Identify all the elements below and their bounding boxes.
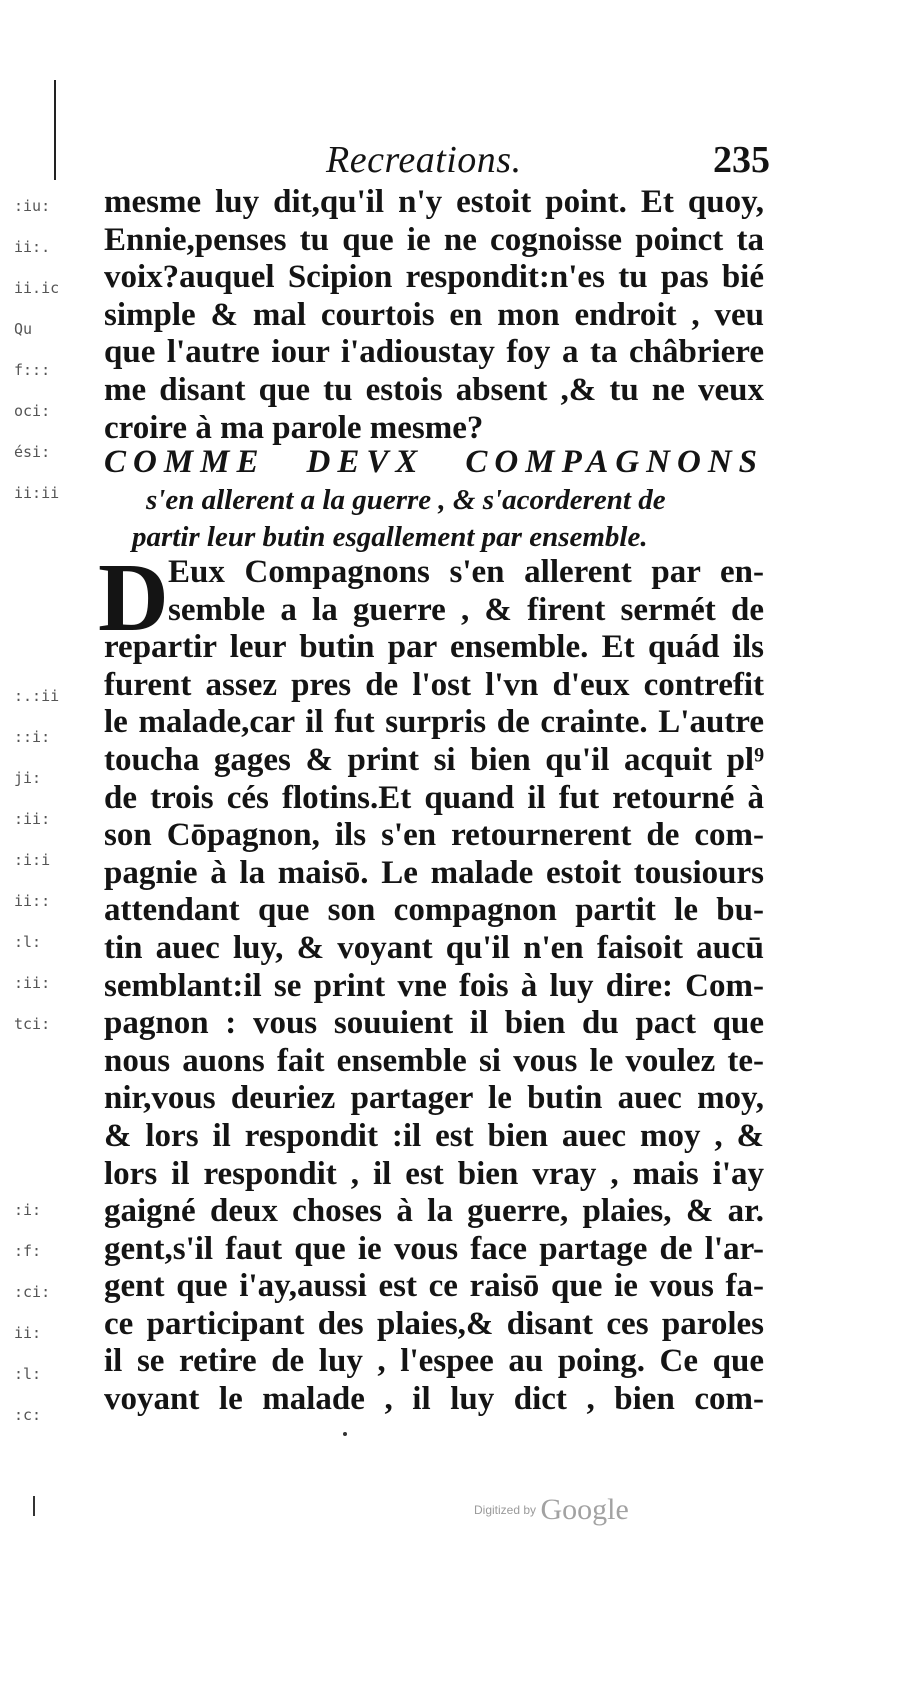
ink-dot (343, 1432, 347, 1436)
text-line: gent que i'ay,aussi est ce raisō que ie vous fa- (104, 1268, 764, 1305)
digitized-by-label: Digitized by (474, 1503, 537, 1517)
drop-cap: D (98, 544, 169, 652)
text-line: gaigné deux choses à la guerre, plaies, & ar. (104, 1193, 764, 1230)
text-line: & lors il respondit :il est bien auec moy , & (104, 1117, 764, 1154)
text-line: son Cōpagnon, ils s'en retournerent de com- (104, 817, 764, 854)
text-line: simple & mal courtois en mon endroit , veu (104, 296, 764, 333)
binding-edge-rule (54, 80, 56, 180)
text-line: que l'autre iour i'adioustay foy a ta châbriere (104, 334, 764, 371)
text-line: repartir leur butin par ensemble. Et quád ils (104, 629, 764, 666)
text-line: Eux Compagnons s'en allerent par en- (168, 554, 764, 590)
text-line: nous auons fait ensemble si vous le voulez te- (104, 1042, 764, 1079)
text-line: pagnie à la maisō. Le malade estoit tousiours (104, 854, 764, 891)
top-paragraph (104, 184, 764, 447)
heading-subtitle-line: partir leur butin esgallement par ensemble. (132, 521, 648, 553)
running-head (104, 138, 784, 184)
text-line: tin auec luy, & voyant qu'il n'en faisoit aucū (104, 929, 764, 966)
text-line: gent,s'il faut que ie vous face partage de l'ar- (104, 1230, 764, 1267)
body-paragraph (98, 544, 764, 1419)
digitized-watermark (474, 1493, 629, 1527)
text-line: toucha gages & print si bien qu'il acquit pl⁹ (104, 741, 764, 778)
text-line: le malade,car il fut surpris de crainte. L'autre (104, 704, 764, 741)
text-line: voyant le malade , il luy dict , bien com- (104, 1381, 764, 1418)
running-title: Recreations. (326, 139, 522, 181)
heading-caps-line: COMME DEVX COMPAGNONS (104, 444, 764, 480)
google-logo-text: Google (540, 1493, 629, 1526)
text-line: semble a la guerre , & firent sermét de (168, 591, 764, 628)
text-line: il se retire de luy , l'espee au poing. Ce que (104, 1343, 764, 1380)
facing-page-bleed-through: :iu: ii:. ii.ic Qu f::: oci: ési: ii:ii (14, 197, 60, 502)
text-line: lors il respondit , il est bien vray , mais i'ay (104, 1155, 764, 1192)
text-line: ce participant des plaies,& disant ces paroles (104, 1305, 764, 1342)
text-line: me disant que tu estois absent ,& tu ne veux (104, 371, 764, 408)
text-line: croire à ma parole mesme? (104, 409, 484, 446)
text-line: mesme luy dit,qu'il n'y estoit point. Et quoy, (104, 184, 764, 220)
facing-page-bleed-through-2: :.:ii ::i: ji: :ii: :i:i ii:: :l: :ii: tci: (14, 687, 60, 1033)
text-line: Ennie,penses tu que ie ne cognoisse poinct ta (104, 221, 764, 258)
facing-page-bleed-through-3: :i: :f: :ci: ii: :l: :c: (14, 1201, 51, 1424)
text-line: de trois cés flotins.Et quand il fut retourné à (104, 779, 764, 816)
text-line: nir,vous deuriez partager le butin auec moy, (104, 1080, 764, 1117)
heading-subtitle-line: s'en allerent a la guerre , & s'acorderent de (146, 484, 666, 516)
text-line: voix?auquel Scipion respondit:n'es tu pas bié (104, 259, 764, 296)
text-line: semblant:il se print vne fois à luy dire: Com- (104, 967, 764, 1004)
section-heading (104, 442, 764, 556)
text-line: attendant que son compagnon partit le bu- (104, 892, 764, 929)
page-number: 235 (713, 139, 770, 181)
text-line: furent assez pres de l'ost l'vn d'eux contrefit (104, 666, 764, 703)
binding-edge-tick (33, 1496, 35, 1516)
text-line: pagnon : vous souuient il bien du pact que (104, 1005, 764, 1042)
